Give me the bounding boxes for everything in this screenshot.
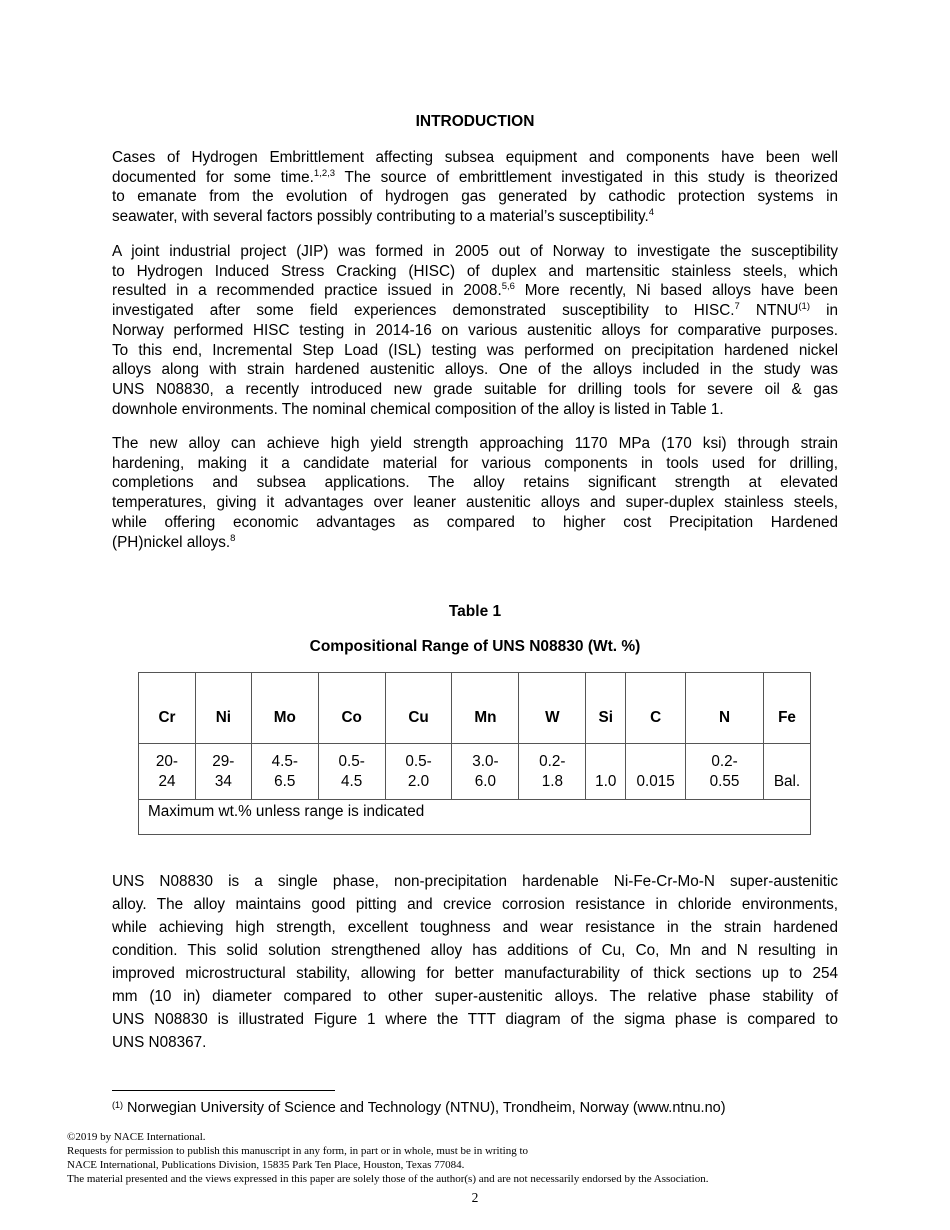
text-line: while offering economic advantages as compared to higher cost Precipitation Hardened	[112, 513, 838, 531]
text-line: while achieving high strength, excellent toughness and wear resistance in the strain hardened	[112, 919, 838, 936]
value-cell: 20- 24	[139, 744, 196, 800]
text-line: to emanate from the evolution of hydrogen gas generated by cathodic protection systems in	[112, 188, 838, 206]
text-line: alloys along with strain hardened austenitic alloys. One of the alloys included in the study was	[112, 361, 838, 379]
text-line: mm (10 in) diameter compared to other super-austenitic alloys. The relative phase stability of	[112, 988, 838, 1005]
value-cell: 4.5- 6.5	[251, 744, 318, 800]
text-line: To this end, Incremental Step Load (ISL) testing was performed on precipitation hardened nickel	[112, 341, 838, 359]
text-line: seawater, with several factors possibly contributing to a material’s susceptibility.$^4$	[112, 207, 655, 226]
table-header-row	[139, 673, 811, 744]
citation-superscript: 4	[648, 207, 655, 219]
text-line: documented for some time.$^{1,2,3}$ The source of embrittlement investigated in this study is theorized	[112, 167, 838, 186]
footnote-marker: (1)	[798, 301, 811, 313]
text-line: completions and subsea applications. The alloy retains significant strength at elevated	[112, 474, 838, 492]
footnote-marker: (1)	[112, 1100, 123, 1110]
value-cell: 0.5- 2.0	[385, 744, 452, 800]
table-row	[139, 744, 811, 800]
text-line: The new alloy can achieve high yield strength approaching 1170 MPa (170 ksi) through strain	[112, 435, 838, 452]
text-line: (PH)nickel alloys.$^8$	[112, 532, 236, 551]
text-line: improved microstructural stability, allowing for better manufacturability of thick sections up to 254	[112, 965, 838, 982]
text-line: UNS N08830 is illustrated Figure 1 where the TTT diagram of the sigma phase is compared to	[112, 1011, 838, 1028]
header-cell: C	[626, 673, 686, 744]
body-paragraph-4	[112, 870, 838, 1054]
footnote: $^{(1)}$ Norwegian University of Science and Technology (NTNU), Trondheim, Norway (www.ntnu.no)	[112, 1100, 726, 1116]
text-line: A joint industrial project (JIP) was formed in 2005 out of Norway to investigate the susceptibility	[112, 243, 838, 260]
header-cell: Cu	[385, 673, 452, 744]
copyright-notice	[67, 1130, 708, 1186]
header-cell: Co	[318, 673, 385, 744]
text-line: alloy. The alloy maintains good pitting and crevice corrosion resistance in chloride environments,	[112, 896, 838, 913]
citation-superscript: 1,2,3	[313, 167, 336, 179]
header-cell: N	[686, 673, 764, 744]
text-line: Cases of Hydrogen Embrittlement affecting subsea equipment and components have been well	[112, 149, 838, 166]
copyright-line: The material presented and the views expressed in this paper are solely those of the author(s) and are not necessarily endorsed by the Association.	[67, 1173, 709, 1185]
header-cell: W	[519, 673, 586, 744]
section-heading-introduction: INTRODUCTION	[415, 113, 535, 130]
text-line: temperatures, giving it advantages over leaner austenitic alloys and super-duplex stainless steels,	[112, 494, 838, 512]
table-note: Maximum wt.% unless range is indicated	[139, 800, 811, 835]
copyright-line: Requests for permission to publish this manuscript in any form, in part or in whole, must be in writing to	[67, 1145, 529, 1157]
text-line: UNS N08830, a recently introduced new grade suitable for drilling tools for severe oil & gas	[112, 380, 838, 398]
text-line: investigated after some field experiences demonstrated susceptibility to HISC.$^7$ NTNU$^{(1)}$ in	[112, 301, 838, 320]
text-line: condition. This solid solution strengthened alloy has additions of Cu, Co, Mn and N resulting in	[112, 942, 838, 959]
footnote-divider	[112, 1090, 335, 1091]
citation-superscript: 5,6	[501, 281, 515, 293]
citation-superscript: 7	[734, 301, 740, 313]
header-cell: Si	[586, 673, 626, 744]
text-line: UNS N08367.	[112, 1034, 207, 1051]
header-cell: Fe	[764, 673, 811, 744]
composition-table	[138, 672, 811, 835]
table-note-row	[139, 800, 811, 835]
header-cell: Mn	[452, 673, 519, 744]
text-line: UNS N08830 is a single phase, non-precipitation hardenable Ni-Fe-Cr-Mo-N super-austenitic	[112, 873, 838, 890]
intro-paragraph-2	[112, 242, 838, 419]
intro-paragraph-3	[112, 434, 838, 552]
header-cell: Mo	[251, 673, 318, 744]
text-line: resulted in a recommended practice issued in 2008.$^{5,6}$ More recently, Ni based alloys have been	[112, 281, 838, 300]
value-cell: 29- 34	[195, 744, 251, 800]
copyright-line: ©2019 by NACE International.	[67, 1131, 206, 1143]
page-number: 2	[471, 1190, 479, 1205]
copyright-line: NACE International, Publications Division, 15835 Park Ten Place, Houston, Texas 77084.	[67, 1159, 465, 1171]
value-cell: 0.2- 0.55	[686, 744, 764, 800]
intro-paragraph-1	[112, 148, 838, 227]
value-cell: Bal.	[764, 744, 811, 800]
text-line: Norway performed HISC testing in 2014-16 on various austenitic alloys for comparative purposes.	[112, 321, 838, 339]
table-label: Table 1	[448, 603, 502, 620]
value-cell: 0.015	[626, 744, 686, 800]
text-line: downhole environments. The nominal chemical composition of the alloy is listed in Table 1.	[112, 400, 724, 418]
value-cell: 3.0- 6.0	[452, 744, 519, 800]
header-cell: Ni	[195, 673, 251, 744]
text-line: hardening, making it a candidate material for various components in tools used for drilling,	[112, 454, 838, 472]
header-cell: Cr	[139, 673, 196, 744]
value-cell: 0.2- 1.8	[519, 744, 586, 800]
citation-superscript: 8	[230, 532, 236, 544]
value-cell: 0.5- 4.5	[318, 744, 385, 800]
table-title: Compositional Range of UNS N08830 (Wt. %)	[309, 638, 641, 655]
text-line: to Hydrogen Induced Stress Cracking (HISC) of duplex and martensitic stainless steels, which	[112, 262, 838, 280]
value-cell: 1.0	[586, 744, 626, 800]
